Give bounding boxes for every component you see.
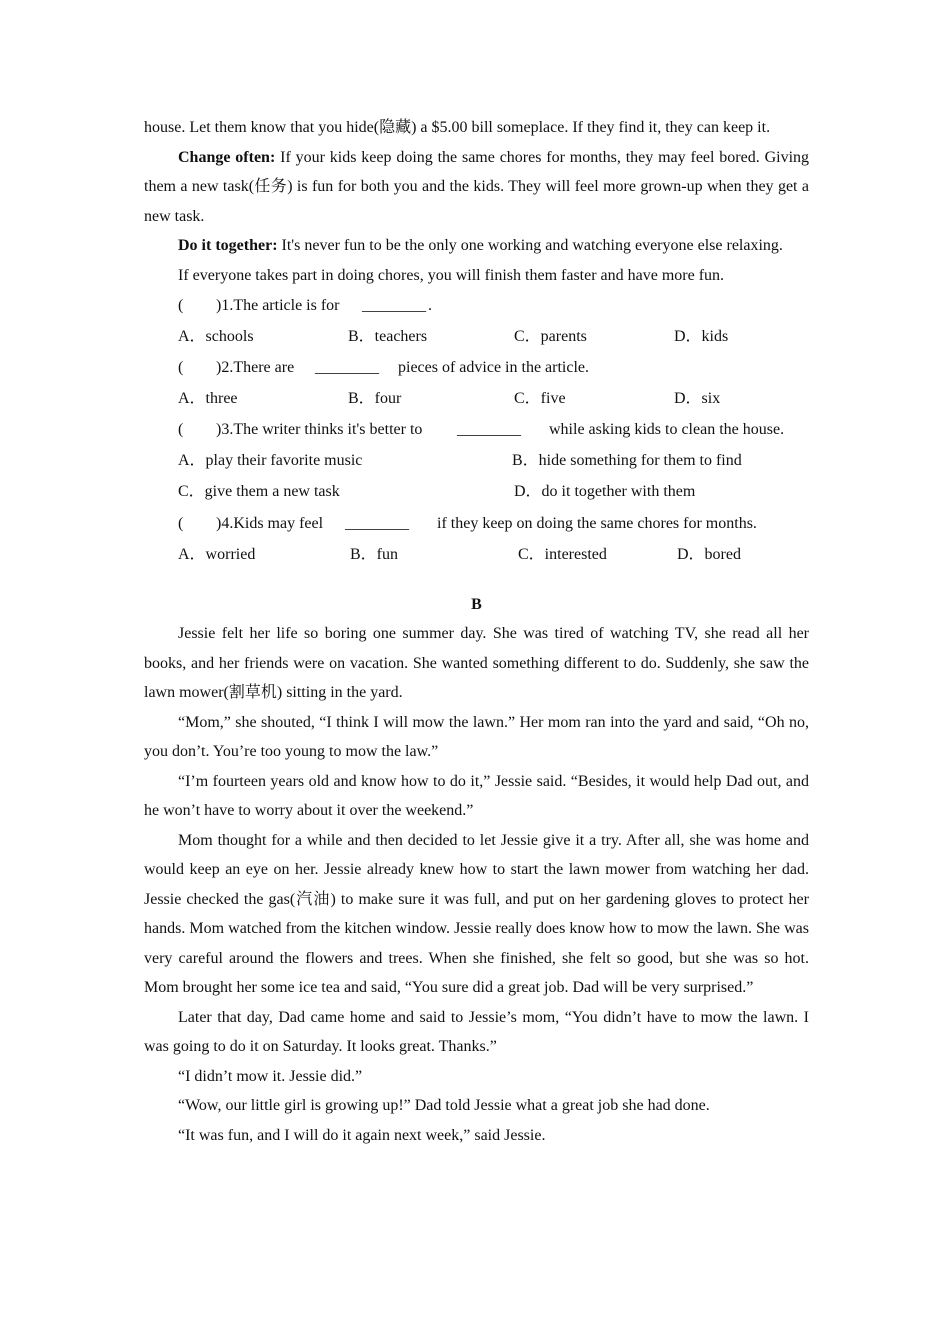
- question-blank: ________: [362, 297, 426, 314]
- passage-b-paragraph: “Wow, our little girl is growing up!” Dad told Jessie what a great job she had done.: [178, 1097, 710, 1114]
- passage-b-paragraph: “I didn’t mow it. Jessie did.”: [178, 1067, 363, 1085]
- question-stem: )1.The article is for: [216, 297, 340, 314]
- question-stem: )3.The writer thinks it's better to: [216, 421, 423, 438]
- option-d: D．do it together with them: [514, 483, 696, 500]
- tip-text: If your kids keep doing the same chores for months, they may feel bored. Giving them a new task(任务) is fun for both you and the kids. They will feel more grown-up when they get a new task.: [144, 148, 810, 225]
- option-d: D．bored: [677, 546, 741, 563]
- tip-text: It's never fun to be the only one working and watching everyone else relaxing.: [277, 237, 783, 254]
- passage-b-paragraph: Later that day, Dad came home and said to Jessie’s mom, “You didn’t have to mow the lawn. I was going to do it on Saturday. It looks great. Thanks.”: [144, 1008, 809, 1055]
- passage-a-paragraph-4: If everyone takes part in doing chores, you will finish them faster and have more fun.: [178, 266, 725, 284]
- question-blank: ________: [315, 359, 379, 376]
- option-d: D．six: [674, 390, 721, 407]
- passage-b-paragraph: “It was fun, and I will do it again next week,” said Jessie.: [178, 1126, 546, 1144]
- passage-a-paragraph-3: [144, 231, 809, 261]
- question-stem: )4.Kids may feel: [216, 515, 324, 532]
- question-2: [144, 352, 809, 383]
- tip-label-change-often: Change often:: [178, 148, 276, 166]
- page-content: [144, 113, 809, 1150]
- question-4-options: [144, 539, 809, 570]
- tip-label-do-it-together: Do it together:: [178, 237, 278, 254]
- question-paren: (: [178, 421, 184, 438]
- option-b: B．four: [348, 390, 402, 407]
- option-a: A．worried: [178, 546, 256, 563]
- passage-b-paragraph: Mom thought for a while and then decided to let Jessie give it a try. After all, she was home and would keep an eye on her. Jessie already knew how to start the lawn mower from watching her dad. Jessie checked the gas(汽油) to make sure it was full, and put on her gardening gloves to protect her hands. Mom watched from the kitchen window. Jessie really does know how to mow the lawn. She was very careful around the flowers and trees. When she finished, she felt so good, but she was so hot. Mom brought her some ice tea and said, “You sure did a great job. Dad will be very surprised.”: [144, 831, 809, 996]
- section-title: B: [471, 596, 482, 613]
- question-stem-end: if they keep on doing the same chores for months.: [437, 515, 757, 532]
- question-stem-end: .: [428, 297, 432, 314]
- question-3-options-row-2: [144, 476, 809, 508]
- passage-b-paragraph: “Mom,” she shouted, “I think I will mow the lawn.” Her mom ran into the yard and said, “Oh no, you don’t. You’re too young to mow the law.”: [144, 713, 809, 760]
- option-b: B．teachers: [348, 328, 428, 345]
- question-stem: )2.There are: [216, 359, 295, 376]
- option-c: C．interested: [518, 546, 607, 563]
- question-paren: (: [178, 297, 184, 314]
- option-d: D．kids: [674, 328, 729, 345]
- question-1: [144, 290, 809, 321]
- passage-b-paragraph: “I’m fourteen years old and know how to do it,” Jessie said. “Besides, it would help Dad out, and he won’t have to worry about it over the weekend.”: [144, 772, 809, 819]
- question-3-options-row-1: [144, 445, 809, 476]
- option-a: A．three: [178, 390, 238, 407]
- question-1-options: [144, 321, 809, 352]
- question-stem-end: while asking kids to clean the house.: [549, 421, 785, 438]
- option-c: C．parents: [514, 328, 587, 345]
- question-stem-end: pieces of advice in the article.: [398, 359, 590, 376]
- option-b: B．fun: [350, 546, 399, 563]
- question-2-options: [144, 383, 809, 414]
- question-4: [144, 508, 809, 539]
- option-a: A．play their favorite music: [178, 452, 363, 469]
- question-blank: ________: [345, 515, 409, 532]
- option-c: C．give them a new task: [178, 483, 340, 500]
- question-paren: (: [178, 515, 184, 532]
- option-a: A．schools: [178, 328, 254, 345]
- question-3: [144, 414, 809, 445]
- option-b: B．hide something for them to find: [512, 452, 742, 469]
- question-blank: ________: [457, 421, 521, 438]
- passage-a-paragraph-2: [144, 143, 809, 232]
- option-c: C．five: [514, 390, 566, 407]
- passage-b-paragraph: Jessie felt her life so boring one summer day. She was tired of watching TV, she read all her books, and her friends were on vacation. She wanted something different to do. Suddenly, she saw the lawn mower(割草机) sitting in the yard.: [144, 625, 809, 701]
- question-paren: (: [178, 359, 184, 376]
- passage-a-paragraph-1: house. Let them know that you hide(隐藏) a $5.00 bill someplace. If they find it, they can keep it.: [144, 119, 771, 136]
